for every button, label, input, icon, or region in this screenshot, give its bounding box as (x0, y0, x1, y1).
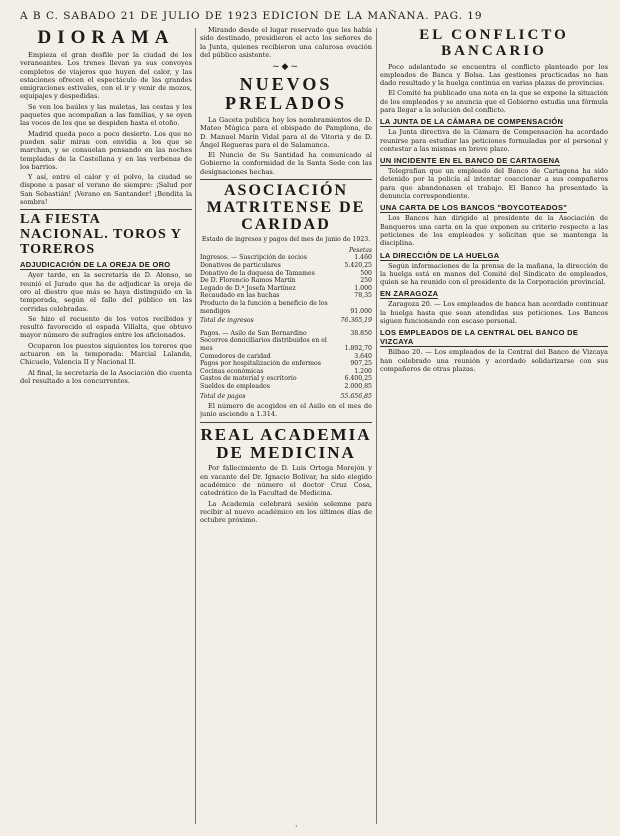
conflicto-subheading: UN INCIDENTE EN EL BANCO DE CARTAGENA (380, 156, 560, 166)
column-3 (380, 26, 608, 826)
fiesta-title: LA FIESTA NACIONAL. TOROS Y TOREROS (20, 212, 182, 257)
total-ingresos-label: Total de ingresos (200, 317, 254, 325)
section-rule (200, 179, 372, 180)
conflicto-title: EL CONFLICTO BANCARIO (419, 27, 569, 59)
conflicto-paragraph: Según informaciones de la prensa de la mañana, la dirección de la huelga está en manos del Comité del Sindicato de empleados, quien se ha reunido con el presidente de la Corporación provincial. (380, 261, 608, 287)
pagos-amount: 6.400,25 (344, 375, 372, 383)
column-2 (200, 26, 372, 826)
conflicto-subheading: UNA CARTA DE LOS BANCOS "BOYCOTEADOS" (380, 203, 568, 213)
ingresos-row (200, 285, 372, 293)
ingresos-amount: 1.460 (354, 254, 372, 262)
fiesta-paragraph: Se hizo el recuento de los votos recibidos y resultó favorecido el espada Villalta, que obtuvo mayor número de sufragios entre los aficionados. (20, 314, 192, 340)
page-header: A B C. SABADO 21 DE JULIO DE 1923 EDICION DE LA MAÑANA. PAG. 19 (20, 10, 483, 22)
ingresos-amount: 5.420,25 (344, 262, 372, 270)
pagos-row (200, 353, 372, 361)
caridad-title: ASOCIACIÓN MATRITENSE DE CARIDAD (206, 182, 366, 233)
pagos-row (200, 368, 372, 376)
ingresos-row (200, 262, 372, 270)
pagos-amount: 1.200 (354, 367, 372, 375)
ingresos-label: Producto de la función a beneficio de los mendigos (200, 300, 328, 315)
caridad-ingresos-table (200, 254, 372, 326)
conflicto-paragraph: Los Bancos han dirigido al presidente de la Asociación de Banqueros una carta en la que exponen su criterio respecto a las peticiones de los empleados y solicitan que se mantenga la disciplina. (380, 214, 608, 248)
section-rule (20, 209, 192, 210)
fiesta-paragraph: Ocuparon los puestos siguientes los toreros que actuaron en la temporada: Marcial Lalanda, Chicuelo, Valencia II y Nacional II. (20, 341, 192, 367)
ingresos-row (200, 254, 372, 262)
ingresos-row (200, 292, 372, 300)
prelados-paragraph: El Nuncio de Su Santidad ha comunicado al Gobierno la conformidad de la Santa Sede con las designaciones hechas. (200, 151, 372, 176)
ingresos-label: Legado de D.ª Josefa Martínez (200, 284, 296, 292)
conflicto-paragraph: Poco adelantado se encuentra el conflicto planteado por los empleados de Banca y Bolsa. Las gestiones practicadas no han dado resultado y la huelga continúa en varias plazas de provincias. (380, 62, 608, 88)
pagos-label: Pagos. — Asilo de San Bernardino (200, 329, 307, 337)
column-rule (376, 28, 377, 824)
ingresos-row (200, 270, 372, 278)
prelados-title: NUEVOS PRELADOS (224, 74, 347, 114)
ingresos-amount: 78,35 (354, 292, 372, 300)
conflicto-subheading: LA JUNTA DE LA CÁMARA DE COMPENSACIÓN (380, 117, 564, 127)
pagos-amount: 907,25 (350, 360, 372, 368)
academia-paragraph: Por fallecimiento de D. Luis Ortega Morejón y en vacante del Dr. Ignacio Bolívar, ha sido elegido académico de número el doctor Cruz Cosa, catedrático de la Facultad de Medicina. (200, 464, 372, 498)
pagos-amount: 3.640 (354, 352, 372, 360)
ingresos-label: Donativos de particulares (200, 262, 281, 270)
pagos-row (200, 337, 372, 352)
academia-title: REAL ACADEMIA DE MEDICINA (200, 424, 372, 462)
pagos-row (200, 360, 372, 368)
diorama-paragraph: Y así, entre el calor y el polvo, la ciudad se dispone a pasar el verano de siempre: ¡Salud por San Sebastián! ¡Verano en Santander! ¡Bendita la sombra! (20, 173, 192, 206)
fiesta-subheading: ADJUDICACIÓN DE LA OREJA DE ORO (20, 260, 171, 270)
pagos-amount: 38.850 (350, 329, 372, 337)
pagos-row (200, 383, 372, 391)
column-rule (195, 28, 196, 824)
diorama-paragraph: Se ven los baúles y las maletas, las cestas y los paquetes que acompañan a las familias, y se oyen las voces de los que se despiden hasta el otoño. (20, 102, 192, 128)
caridad-footer: El número de acogidos en el Asilo en el mes de junio asciende a 1.314. (200, 402, 372, 419)
ingresos-row (200, 300, 372, 315)
ingresos-label: Ingresos. — Suscripción de socios (200, 254, 307, 262)
pagos-label: Comedores de caridad (200, 352, 271, 360)
diorama-paragraph: Madrid queda poco a poco desierto. Los que no pueden salir miran con envidia a los que se marchan, y se consuelan pensando en las noches templadas de la Castellana y en las verbenas de los barrios. (20, 129, 192, 171)
pagos-row (200, 330, 372, 338)
conflicto-paragraph: Zaragoza 20. — Los empleados de banca han acordado continuar la huelga hasta que sean atendidas sus peticiones. Los Bancos siguen funcionando con escaso personal. (380, 300, 608, 326)
column-1 (20, 26, 192, 826)
prelados-paragraph: La Gaceta publica hoy los nombramientos de D. Mateo Múgica para el obispado de Pamplona, de D. Manuel Marín Vidal para el de Vitoria y de D. Ángel Regueras para el de Salamanca. (200, 115, 372, 149)
fiesta-paragraph: Al final, la secretaría de la Asociación dio cuenta del resultado a los concurrentes. (20, 368, 192, 385)
pagos-row (200, 375, 372, 383)
pagos-amount: 1.892,70 (344, 344, 372, 352)
caridad-column-head: Pesetas (348, 247, 372, 255)
continued-paragraph: Mirando desde el lugar reservado que les había sido destinado, presidieron el acto los señores de la Junta, quienes recibieron una calurosa ovación del público asistente. (200, 26, 372, 59)
ingresos-amount: 500 (360, 269, 372, 277)
diorama-title: DIORAMA (37, 27, 175, 48)
pagos-amount: 2.000,85 (344, 382, 372, 390)
pagos-label: Cocinas económicas (200, 367, 264, 375)
conflicto-paragraph: El Comité ha publicado una nota en la que se expone la situación de los empleados y se anuncia que el Gobierno estudia una fórmula para llegar a la solución del conflicto. (380, 89, 608, 114)
ingresos-amount: 250 (360, 277, 372, 285)
pagos-label: Gastos de material y escritorio (200, 375, 297, 383)
ornament-divider: ~◆~ (271, 62, 300, 73)
ingresos-amount: 91.000 (350, 307, 372, 315)
pagos-label: Pagos por hospitalización de enfermos (200, 360, 321, 368)
conflicto-subheading: EN ZARAGOZA (380, 289, 439, 299)
total-pagos-amount: 55.656,85 (340, 392, 372, 400)
conflicto-paragraph: La Junta directiva de la Cámara de Compensación ha acordado reunirse para estudiar las peticiones formuladas por el personal y contestar a las mismas en breve plazo. (380, 128, 608, 153)
conflicto-paragraph: Telegrafían que un empleado del Banco de Cartagena ha sido detenido por la policía al intentar coaccionar a sus compañeros para que abandonasen el trabajo. El Banco ha presentado la denuncia correspondiente. (380, 167, 608, 201)
academia-paragraph: La Academia celebrará sesión solemne para recibir al nuevo académico en los últimos días de octubre próximo. (200, 499, 372, 525)
footer-mark: · (295, 822, 298, 831)
conflicto-paragraph: Bilbao 20. — Los empleados de la Central del Banco de Vizcaya han celebrado una reunión y acordado solidarizarse con sus compañeros de otras plazas. (380, 348, 608, 373)
caridad-caption: Estado de ingresos y pagos del mes de junio de 1923. (201, 236, 371, 244)
section-rule (200, 422, 372, 423)
total-ingresos-amount: 76.365,19 (340, 317, 372, 325)
conflicto-subheading: LA DIRECCIÓN DE LA HUELGA (380, 250, 500, 260)
ingresos-label: De D. Florencio Ramos Martín (200, 277, 296, 285)
ingresos-label: Donativo de la duquesa de Tamames (200, 269, 315, 277)
ingresos-label: Recaudado en las huchas (200, 292, 280, 300)
diorama-paragraph: Empieza el gran desfile por la ciudad de los veraneantes. Los trenes llevan ya sus convoyes completos de viajeros que huyen del calor, y las estaciones ofrecen el espectáculo de las grandes emigraciones estivales, con el ir y venir de mozos, equipajes y despedidas. (20, 50, 192, 101)
total-pagos-label: Total de pagos (200, 392, 246, 400)
conflicto-subheading: LOS EMPLEADOS DE LA CENTRAL DEL BANCO DE VIZCAYA (380, 328, 608, 347)
ingresos-row (200, 277, 372, 285)
ingresos-amount: 1.000 (354, 284, 372, 292)
pagos-label: Sueldos de empleados (200, 382, 270, 390)
pagos-label: Socorros domiciliarios distribuidos en el mes (200, 337, 327, 352)
caridad-pagos-table (200, 330, 372, 402)
fiesta-paragraph: Ayer tarde, en la secretaría de D. Alonso, se reunió el Jurado que ha de adjudicar la oreja de oro al diestro que más se haya distinguido en la temporada, según el fallo del público en las corridas celebradas. (20, 271, 192, 313)
